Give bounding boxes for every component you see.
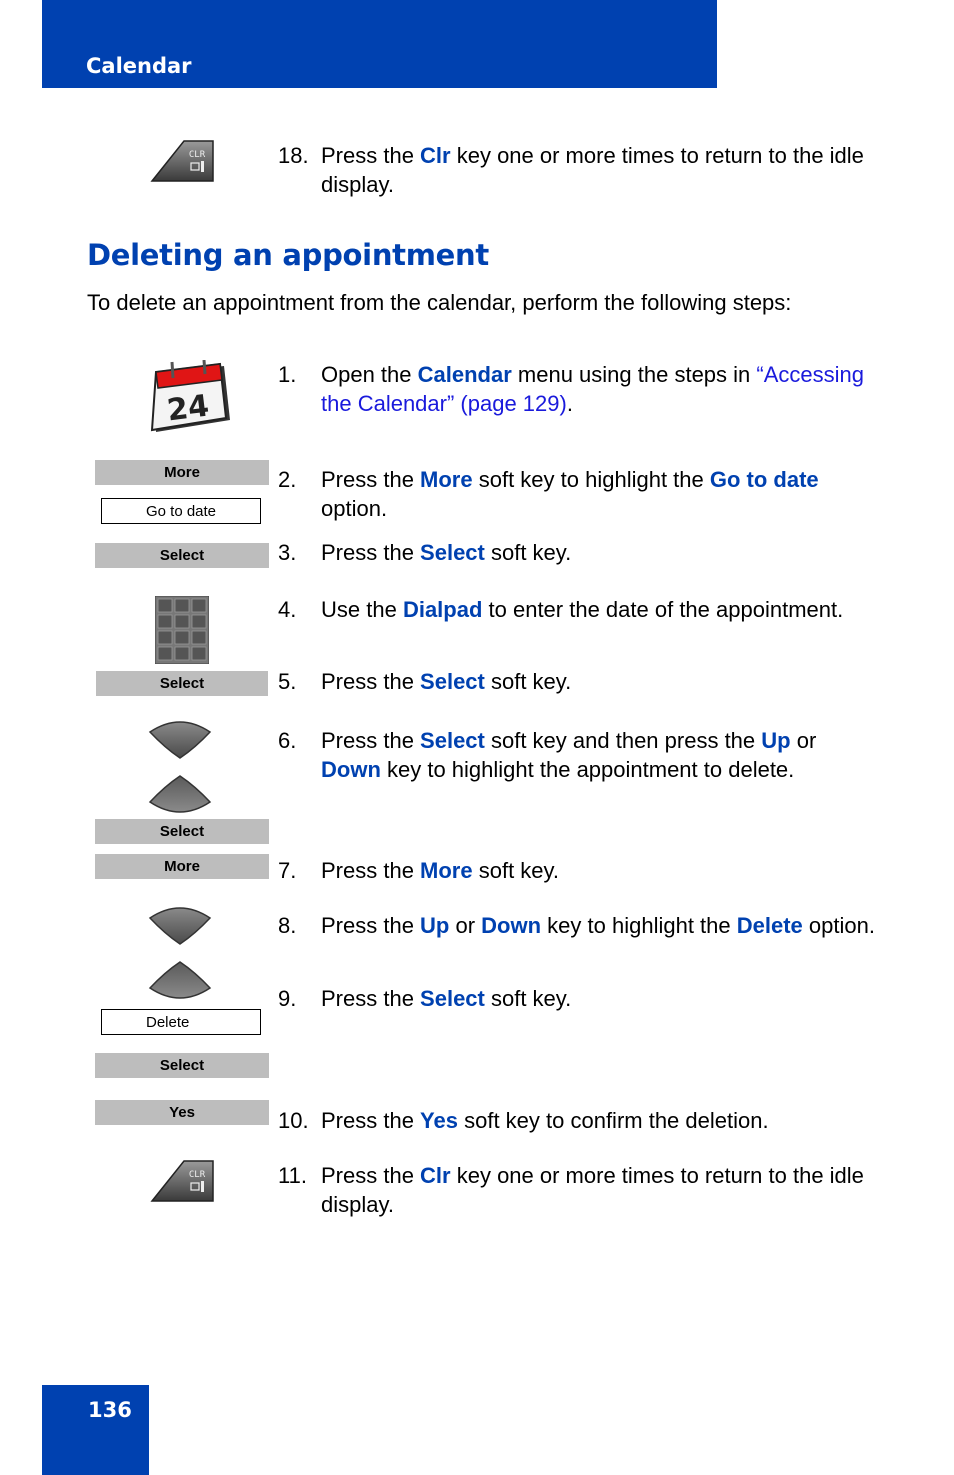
softkey-more[interactable]: More	[95, 854, 269, 879]
svg-text:CLR: CLR	[188, 150, 206, 160]
intro-text: To delete an appointment from the calendar, perform the following steps:	[87, 290, 792, 315]
option-delete[interactable]: Delete	[101, 1009, 261, 1035]
clr-key-icon	[150, 139, 214, 182]
section-title: Deleting an appointment	[87, 238, 489, 272]
step-11: 11. Press the Clr key one or more times to return to the idle display.	[278, 1163, 864, 1217]
header-title: Calendar	[86, 54, 192, 78]
step-3: 3. Press the Select soft key.	[278, 540, 572, 565]
softkey-yes[interactable]: Yes	[95, 1100, 269, 1125]
page-number: 136	[88, 1398, 132, 1422]
step-5: 5. Press the Select soft key.	[278, 669, 572, 694]
header-bar	[42, 0, 717, 88]
softkey-select[interactable]: Select	[95, 1053, 269, 1078]
dialpad-icon	[155, 596, 209, 664]
svg-text:24: 24	[165, 388, 211, 429]
option-go-to-date[interactable]: Go to date	[101, 498, 261, 524]
step-2: 2. Press the More soft key to highlight the Go to date option.	[278, 467, 819, 521]
softkey-select[interactable]: Select	[96, 671, 268, 696]
softkey-more[interactable]: More	[95, 460, 269, 485]
step-4: 4. Use the Dialpad to enter the date of the appointment.	[278, 597, 844, 622]
up-down-key-icon	[147, 904, 213, 1002]
step-8: 8. Press the Up or Down key to highlight the Delete option.	[278, 913, 875, 938]
step-7: 7. Press the More soft key.	[278, 858, 560, 883]
svg-text:CLR: CLR	[188, 1170, 206, 1180]
step-9: 9. Press the Select soft key.	[278, 986, 572, 1011]
up-down-key-icon	[147, 718, 213, 816]
softkey-select[interactable]: Select	[95, 543, 269, 568]
footer-bar	[42, 1385, 149, 1475]
step-1: 1. Open the Calendar menu using the steps in “Accessing the Calendar” (page 129).	[278, 362, 864, 416]
step-6: 6. Press the Select soft key and then press the Up or Down key to highlight the appointment to delete.	[278, 728, 817, 782]
softkey-select[interactable]: Select	[95, 819, 269, 844]
calendar-icon	[148, 360, 232, 438]
link-accessing-calendar[interactable]: “Accessing the Calendar” (page 129)	[321, 362, 864, 416]
clr-key-icon	[150, 1159, 214, 1202]
step-18: 18. Press the Clr key one or more times to return to the idle display.	[278, 143, 864, 197]
step-10: 10. Press the Yes soft key to confirm the deletion.	[278, 1108, 769, 1133]
